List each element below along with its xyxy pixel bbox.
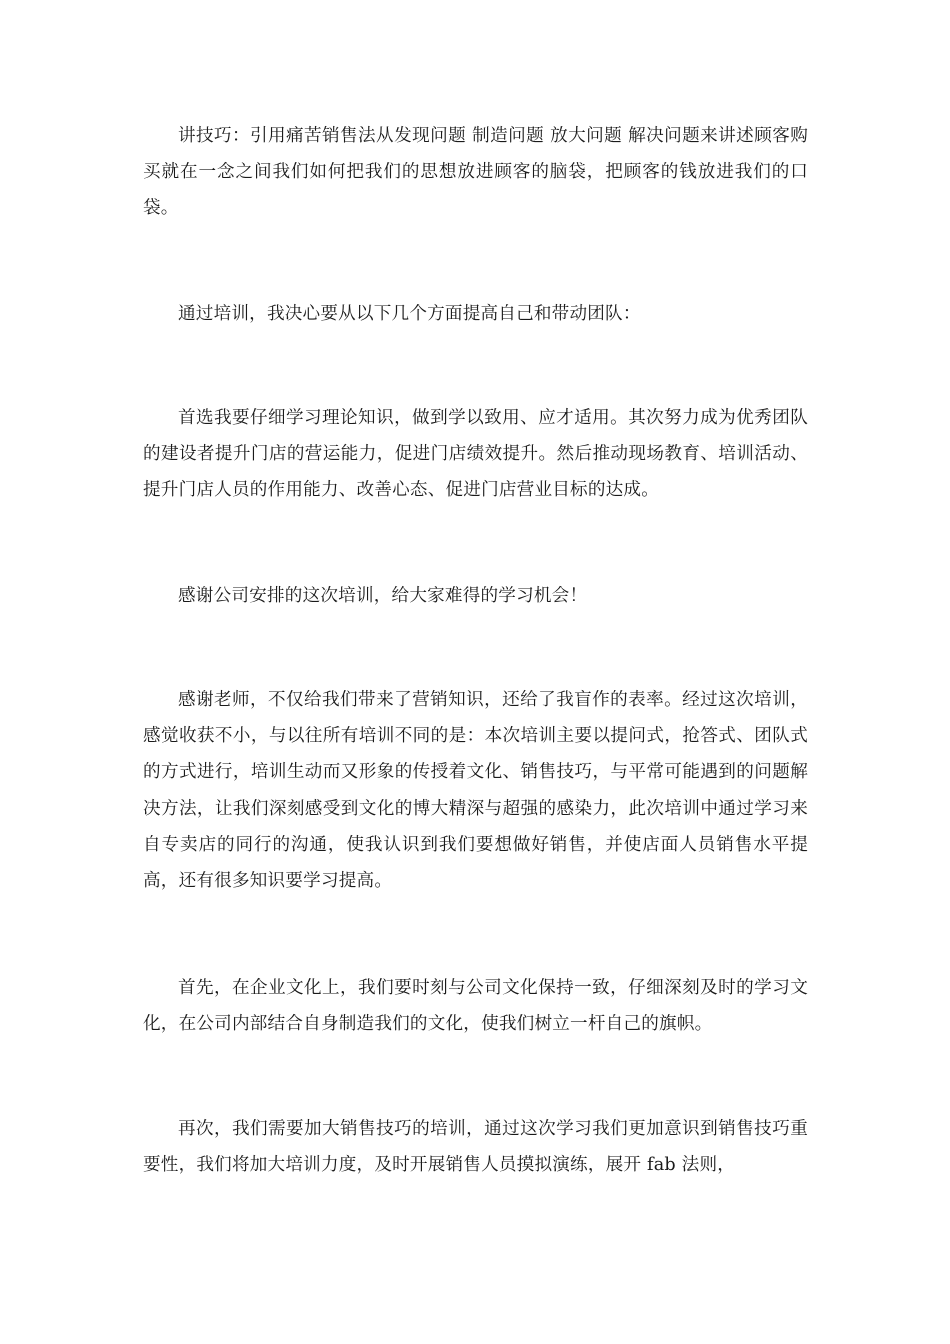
paragraph-sales-skills-training: 再次，我们需要加大销售技巧的培训，通过这次学习我们更加意识到销售技巧重要性，我们将加大培训力度，及时开展销售人员摸拟演练，展开 fab 法则， bbox=[143, 1119, 808, 1176]
paragraph-thanks-company: 感谢公司安排的这次培训，给大家难得的学习机会！ bbox=[178, 586, 588, 606]
paragraph-corporate-culture: 首先，在企业文化上，我们要时刻与公司文化保持一致，仔细深刻及时的学习文化，在公司内部结合自身制造我们的文化，使我们树立一杆自己的旗帜。 bbox=[143, 978, 808, 1035]
paragraph-thanks-teacher: 感谢老师，不仅给我们带来了营销知识，还给了我盲作的表率。经过这次培训，感觉收获不小，与以往所有培训不同的是：本次培训主要以提问式，抢答式、团队式的方式进行，培训生动而又形象的传授着文化、销售技巧，与平常可能遇到的问题解决方法，让我们深刻感受到文化的博大精深与超强的感染力，此次培训中通过学习来自专卖店的同行的沟通，使我认识到我们要想做好销售，并使店面人员销售水平提高，还有很多知识要学习提高。 bbox=[143, 690, 808, 892]
paragraph-study-plan: 首选我要仔细学习理论知识，做到学以致用、应才适用。其次努力成为优秀团队的建设者提升门店的营运能力，促进门店绩效提升。然后推动现场教育、培训活动、提升门店人员的作用能力、改善心态、促进门店营业目标的达成。 bbox=[143, 408, 808, 501]
paragraph-sales-technique: 讲技巧：引用痛苦销售法从发现问题 制造问题 放大问题 解决问题来讲述顾客购买就在一念之间我们如何把我们的思想放进顾客的脑袋，把顾客的钱放进我们的口袋。 bbox=[143, 126, 808, 219]
paragraph-training-resolution: 通过培训，我决心要从以下几个方面提高自己和带动团队： bbox=[178, 304, 641, 324]
